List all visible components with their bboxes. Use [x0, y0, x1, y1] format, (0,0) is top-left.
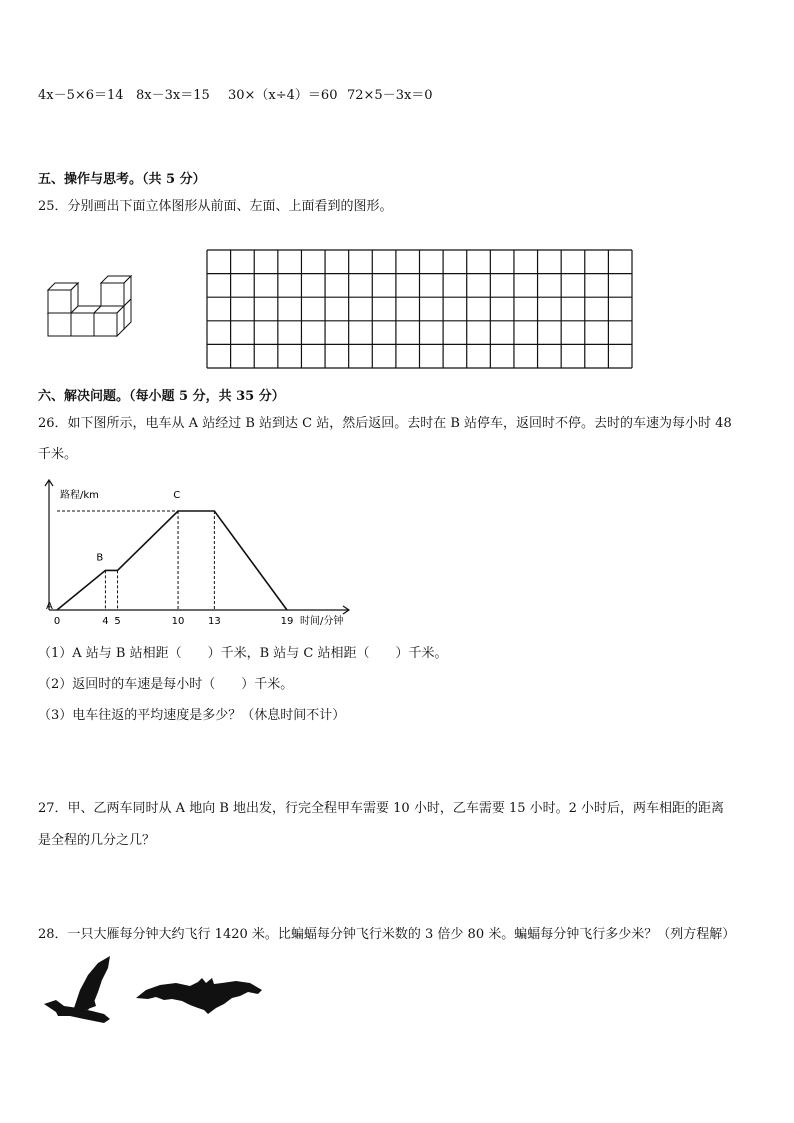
point-label: A	[46, 601, 53, 612]
x-tick-label: 10	[171, 616, 185, 627]
equation-4: 72×5－3x＝0	[347, 88, 433, 103]
x-tick-label: 19	[280, 616, 294, 627]
x-tick-label: 5	[114, 616, 121, 627]
question-26-sub2: （2）返回时的车速是每小时（ ）千米。	[38, 677, 294, 692]
section6-heading: 六、解决问题。（每小题 5 分，共 35 分）	[38, 389, 285, 404]
question-26-sub3: （3）电车往返的平均速度是多少？（休息时间不计）	[38, 708, 346, 723]
equation-1: 4x－5×6＝14	[38, 88, 124, 103]
question-26-line2: 千米。	[38, 447, 78, 462]
question-26-line1: 26．如下图所示，电车从 A 站经过 B 站到达 C 站，然后返回。去时在 B 站停车，返回时不停。去时的车速为每小时 48	[38, 416, 732, 431]
x-axis-arrow	[343, 606, 349, 614]
x-tick-label: 4	[102, 616, 109, 627]
point-label: B	[96, 552, 104, 564]
x-tick-label: 0	[53, 616, 61, 627]
equation-3: 30×（x÷4）＝60	[228, 88, 338, 103]
wild-goose-icon	[44, 956, 110, 1023]
section5-heading: 五、操作与思考。（共 5 分）	[38, 172, 206, 187]
question-26-sub1: （1）A 站与 B 站相距（ ）千米，B 站与 C 站相距（ ）千米。	[38, 646, 448, 661]
bat-icon	[136, 978, 262, 1014]
x-tick-label: 13	[208, 616, 221, 627]
x-axis-label: 时间/分钟	[300, 616, 344, 627]
question-27-line2: 是全程的几分之几？	[38, 833, 156, 848]
question-27-line1: 27．甲、乙两车同时从 A 地向 B 地出发，行完全程甲车需要 10 小时，乙车需要 15 小时。2 小时后，两车相距的距离	[38, 801, 725, 816]
question-25: 25．分别画出下面立体图形从前面、左面、上面看到的图形。	[38, 199, 393, 214]
equation-2: 8x－3x＝15	[136, 88, 210, 103]
question-28: 28．一只大雁每分钟大约飞行 1420 米。比蝙蝠每分钟飞行米数的 3 倍少 80 米。蝙蝠每分钟飞行多少米？（列方程解）	[38, 927, 736, 942]
point-label: C	[173, 490, 181, 501]
y-axis-label: 路程/km	[60, 490, 99, 501]
y-axis-arrow	[45, 480, 53, 486]
series-line	[57, 511, 287, 610]
